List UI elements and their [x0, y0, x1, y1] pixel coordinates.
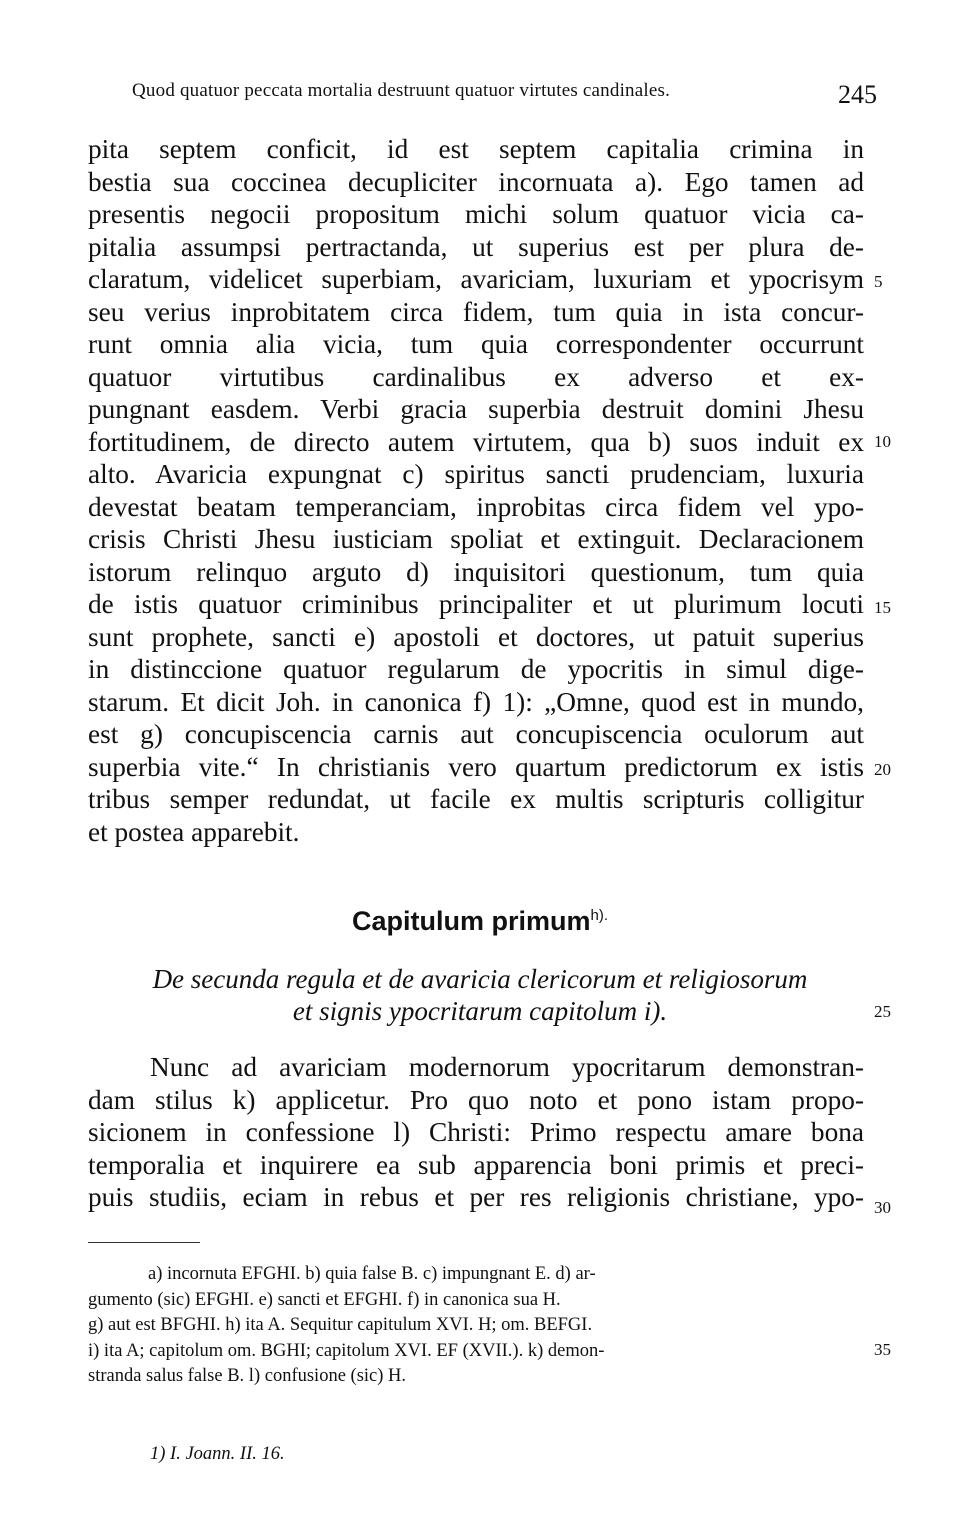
line-number: 25 — [874, 1002, 891, 1021]
text-line: temporalia et inquirere ea sub apparencia boni primis et preci- — [88, 1149, 864, 1180]
running-title: Quod quatuor peccata mortalia destruunt quatuor virtutes candinales. — [132, 80, 671, 101]
line-number: 35 — [874, 1340, 891, 1359]
text-line: in distinccione quatuor regularum de ypocritis in simul dige- — [88, 654, 864, 684]
footnote-line: stranda salus false B. l) confusione (sic) H. — [88, 1366, 407, 1386]
paragraph-1 — [88, 133, 864, 848]
footnote-divider — [88, 1242, 200, 1243]
text-line: bestia sua coccinea decupliciter incornuata a). Ego tamen ad — [88, 166, 864, 197]
text-line: sicionem in confessione l) Christi: Primo respectu amare bona — [88, 1117, 864, 1147]
footnote-line: i) ita A; capitolum om. BGHI; capitolum XVI. EF (XVII.). k) demon- — [88, 1340, 605, 1361]
line-number: 30 — [874, 1198, 891, 1217]
chapter-title-note: h). — [590, 907, 609, 924]
text-line: pita septem conficit, id est septem capitalia crimina in — [88, 134, 864, 164]
footnote-line: g) aut est BFGHI. h) ita A. Sequitur capitulum XVI. H; om. BEFGI. — [88, 1315, 593, 1335]
chapter-heading — [0, 906, 960, 937]
footnote-line: gumento (sic) EFGHI. e) sancti et EFGHI. f) in canonica sua H. — [88, 1289, 561, 1310]
line-number: 10 — [874, 432, 891, 451]
paragraph-2 — [88, 1051, 864, 1214]
text-line: superbia vite.“ In christianis vero quartum predictorum ex istis — [88, 751, 864, 782]
page-number: 245 — [838, 80, 877, 109]
text-line: dam stilus k) applicetur. Pro quo noto et pono istam propo- — [88, 1084, 864, 1115]
text-line: de istis quatuor criminibus principaliter et ut plurimum locuti — [88, 589, 864, 619]
text-line: devestat beatam temperanciam, inprobitas circa fidem vel ypo- — [88, 491, 864, 522]
text-line: fortitudinem, de directo autem virtutem, qua b) suos induit ex — [88, 426, 864, 457]
text-line: alto. Avaricia expungnat c) spiritus sancti prudenciam, luxuria — [88, 459, 864, 489]
footnotes — [88, 1262, 868, 1390]
text-line: starum. Et dicit Joh. in canonica f) 1): „Omne, quod est in mundo, — [88, 686, 864, 717]
text-line: et postea apparebit. — [88, 816, 300, 847]
text-line: claratum, videlicet superbiam, avariciam, luxuriam et ypocrisym — [88, 264, 864, 294]
line-number: 20 — [874, 760, 891, 779]
chapter-subtitle: et signis ypocritarum capitolum i). — [292, 996, 668, 1026]
chapter-subtitle: De secunda regula et de avaricia clericorum et religiosorum — [152, 964, 808, 994]
line-number: 5 — [874, 272, 883, 291]
footnote-line: a) incornuta EFGHI. b) quia false B. c) impungnant E. d) ar- — [148, 1264, 596, 1284]
text-line: tribus semper redundat, ut facile ex multis scripturis colligitur — [88, 784, 864, 814]
text-line: Nunc ad avariciam modernorum ypocritarum demonstran- — [150, 1052, 864, 1082]
text-line: crisis Christi Jhesu iusticiam spoliat et extinguit. Declaracionem — [88, 524, 864, 554]
text-line: quatuor virtutibus cardinalibus ex adverso et ex- — [88, 361, 864, 392]
chapter-title: Capitulum primum — [351, 906, 591, 936]
source-citation: 1) I. Joann. II. 16. — [150, 1444, 285, 1464]
line-number: 15 — [874, 598, 891, 617]
text-line: presentis negocii propositum michi solum quatuor vicia ca- — [88, 199, 864, 229]
text-line: runt omnia alia vicia, tum quia correspondenter occurrunt — [88, 329, 864, 359]
text-line: pitalia assumpsi pertractanda, ut superius est per plura de- — [88, 231, 864, 262]
text-line: puis studiis, eciam in rebus et per res religionis christiane, ypo- — [88, 1182, 864, 1212]
text-line: est g) concupiscencia carnis aut concupiscencia oculorum aut — [88, 719, 864, 749]
text-line: seu verius inprobitatem circa fidem, tum quia in ista concur- — [88, 296, 864, 327]
text-line: istorum relinquo arguto d) inquisitori questionum, tum quia — [88, 556, 864, 587]
text-line: pungnant easdem. Verbi gracia superbia destruit domini Jhesu — [88, 394, 864, 424]
text-line: sunt prophete, sancti e) apostoli et doctores, ut patuit superius — [88, 621, 864, 652]
